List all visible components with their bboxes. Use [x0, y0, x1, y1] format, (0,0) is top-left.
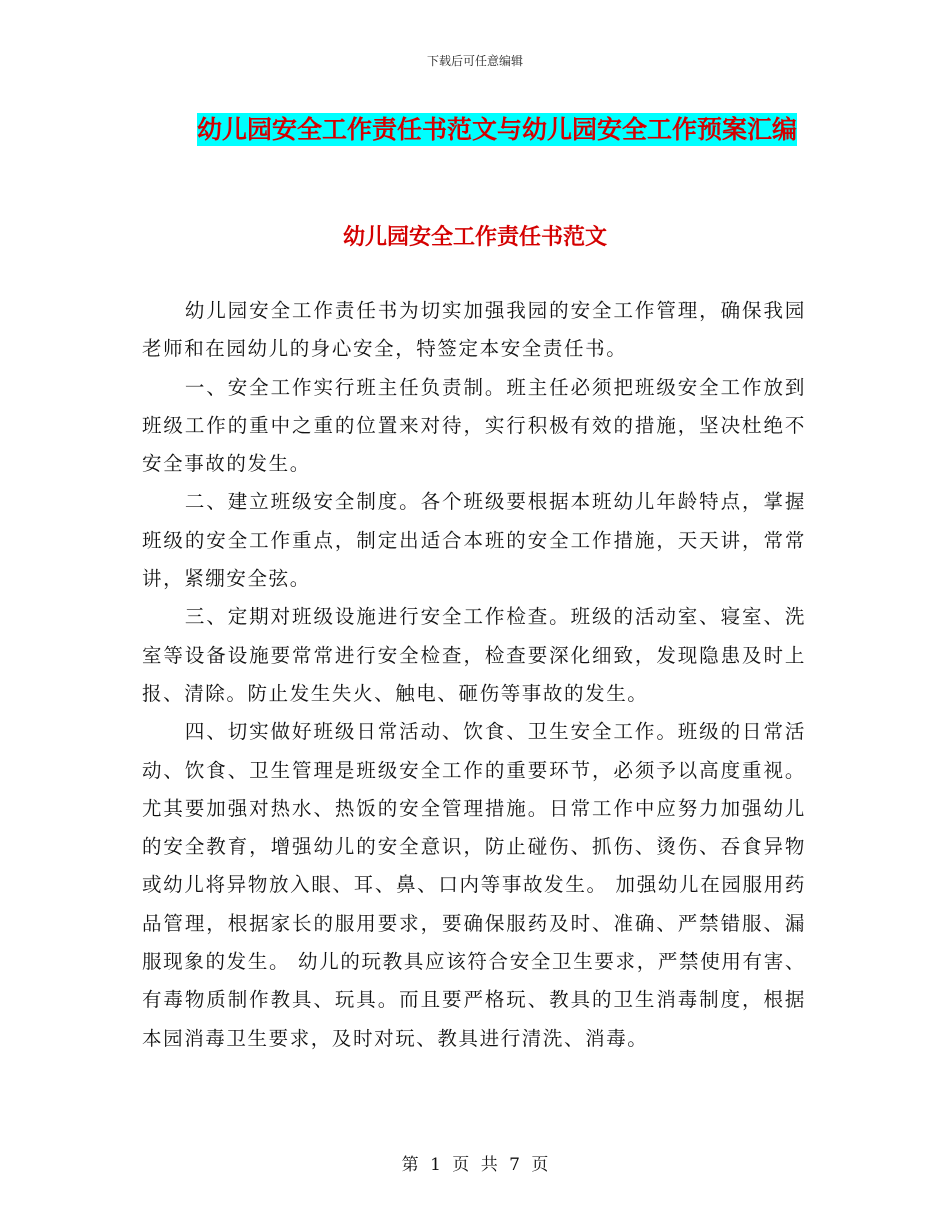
paragraph-item-2: 二、建立班级安全制度。各个班级要根据本班幼儿年龄特点，掌握班级的安全工作重点，制定出适合本班的安全工作措施，天天讲，常常讲，紧绷安全弦。: [142, 490, 806, 591]
paragraph-intro: 幼儿园安全工作责任书为切实加强我园的安全工作管理，确保我园老师和在园幼儿的身心安全，特签定本安全责任书。: [142, 299, 806, 361]
document-title: [182, 108, 812, 152]
paragraph-item-1: 一、安全工作实行班主任负责制。班主任必须把班级安全工作放到班级工作的重中之重的位置来对待，实行积极有效的措施，坚决杜绝不安全事故的发生。: [142, 375, 806, 476]
paragraph-item-4: 四、切实做好班级日常活动、饮食、卫生安全工作。班级的日常活动、饮食、卫生管理是班级安全工作的重要环节，必须予以高度重视。尤其要加强对热水、热饭的安全管理措施。日常工作中应努力加强幼儿的安全教育，增强幼儿的安全意识，防止碰伤、抓伤、烫伤、吞食异物或幼儿将异物放入眼、耳、鼻、口内等事故发生。 加强幼儿在园服用药品管理，根据家长的服用要求，要确保服药及时、准确、严禁错服、漏服现象的发生。 幼儿的玩教具应该符合安全卫生要求，严禁使用有害、有毒物质制作教具、玩具。而且要严格玩、教具的卫生消毒制度，根据本园消毒卫生要求，及时对玩、教具进行清洗、消毒。: [142, 720, 806, 1050]
section-title: 幼儿园安全工作责任书范文: [342, 225, 607, 250]
page-number: 第 1 页 共 7 页: [401, 1155, 549, 1175]
header-note: 下载后可任意编辑: [426, 54, 523, 68]
paragraph-item-3: 三、定期对班级设施进行安全工作检查。班级的活动室、寝室、洗室等设备设施要常常进行安全检查，检查要深化细致，发现隐患及时上报、清除。防止发生失火、触电、砸伤等事故的发生。: [142, 605, 806, 705]
document-title-text: 幼儿园安全工作责任书范文与幼儿园安全工作预案汇编: [196, 115, 797, 144]
document-body: [142, 292, 806, 1058]
